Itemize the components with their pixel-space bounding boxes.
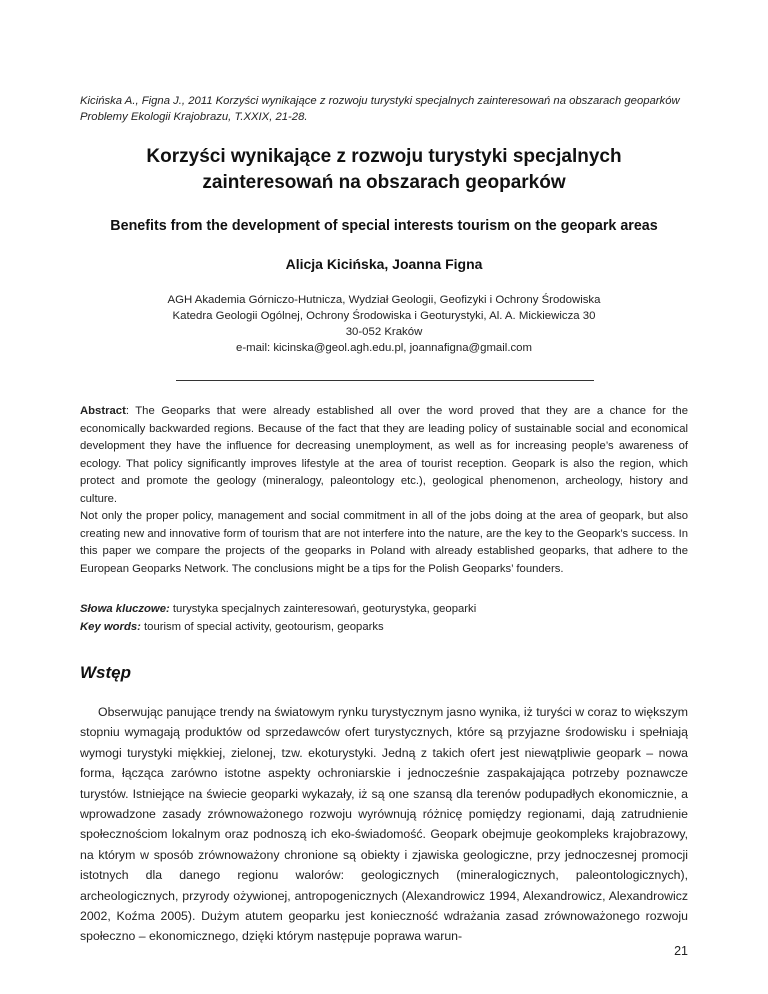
- keywords-polish: [80, 601, 688, 619]
- separator-rule: [176, 380, 594, 381]
- title-polish: Korzyści wynikające z rozwoju turystyki specjalnych zainteresowań na obszarach geoparków: [146, 146, 622, 193]
- keywords-polish-label: Słowa kluczowe:: [80, 603, 170, 615]
- affiliation: [80, 292, 688, 356]
- body-paragraph: Obserwując panujące trendy na światowym rynku turystycznym jasno wynika, iż turyści w coraz to większym stopniu wymagają produktów od sprzedawców ofert turystycznych, które są przyjazne środowisku i spełniają wymogi turystyki miękkiej, zielonej, tzw. ekoturystyki. Jedną z takich ofert jest niewątpliwie geopark – nowa forma, łącząca zarówno istotne aspekty ochroniarskie i jednocześnie zaspakajająca potrzeby poznawcze turystów. Istniejące na świecie geoparki wykazały, iż są one szansą dla terenów podupadłych ekonomicznie, a wprowadzone zasady zrównoważonego rozwoju wyrównują różnicę pomiędzy regionami, dają zatrudnienie społecznościom lokalnym oraz podnoszą ich eko-świadomość. Geopark obejmuje geokompleks krajobrazowy, na którym w sposób zrównoważony chronione są obiekty i zjawiska geologiczne, przy jednoczesnej promocji istotnych dla danego regionu walorów: geologicznych (mineralogicznych, paleontologicznych), archeologicznych, przyrody ożywionej, antropogenicznych (Alexandrowicz 1994, Alexandrowicz, Alexandrowicz 2002, Koźma 2005). Dużym atutem geoparku jest konieczność wdrażania zasad zrównoważonego rozwoju społeczno – ekonomicznego, dzięki którym następuje poprawa warun-: [80, 705, 688, 944]
- abstract: [80, 403, 688, 578]
- title-english: Benefits from the development of special interests tourism on the geopark areas: [110, 218, 658, 234]
- abstract-paragraph-2: Not only the proper policy, management and social commitment in all of the jobs doing at the area of geopark, but also creating new and innovative form of tourism that are not interfere into the nature, are the key to the Geopark’s success. In this paper we compare the projects of the geoparks in Poland with already established geoparks, that adhere to the European Geoparks Network. The conclusions might be a tips for the Polish Geoparks’ founders.: [80, 510, 688, 575]
- abstract-paragraph-1: [80, 403, 688, 508]
- section-heading: Wstęp: [80, 663, 131, 682]
- citation-line-2: Problemy Ekologii Krajobrazu, T.XXIX, 21-28.: [80, 111, 308, 123]
- abstract-text-1: : The Geoparks that were already established all over the word proved that they are a chance for the economically backwarded regions. Because of the fact that they are leading policy of sustainable social and economical development they have the influence for decreasing unemployment, as well as for increasing people’s awareness of ecology. That policy significantly improves lifestyle at the area of tourist reception. Geopark is also the region, which protect and promote the geology (mineralogy, paleontology etc.), geological phenomenon, archeology, history and culture.: [80, 405, 688, 505]
- citation-line-1: Kicińska A., Figna J., 2011 Korzyści wynikające z rozwoju turystyki specjalnych zainteresowań na obszarach geoparków: [80, 95, 680, 107]
- keywords-english-label: Key words:: [80, 620, 141, 633]
- keywords-english-value: tourism of special activity, geotourism, geoparks: [140, 620, 384, 633]
- paper-page: [80, 0, 688, 994]
- affiliation-line-3: 30-052 Kraków: [345, 326, 423, 338]
- abstract-label: Abstract: [80, 405, 126, 417]
- affiliation-line-2: Katedra Geologii Ogólnej, Ochrony Środowiska i Geoturystyki, Al. A. Mickiewicza 30: [172, 310, 596, 322]
- affiliation-line-1: AGH Akademia Górniczo-Hutnicza, Wydział Geologii, Geofizyki i Ochrony Środowiska: [167, 294, 601, 306]
- affiliation-email: e-mail: kicinska@geol.agh.edu.pl, joannafigna@gmail.com: [235, 342, 533, 354]
- keywords-polish-value: turystyka specjalnych zainteresowań, geoturystyka, geoparki: [169, 603, 477, 615]
- citation-header: [80, 93, 688, 125]
- keywords: [80, 601, 688, 636]
- keywords-english: [80, 619, 688, 637]
- page-number: 21: [674, 944, 688, 958]
- authors: Alicja Kicińska, Joanna Figna: [285, 256, 483, 272]
